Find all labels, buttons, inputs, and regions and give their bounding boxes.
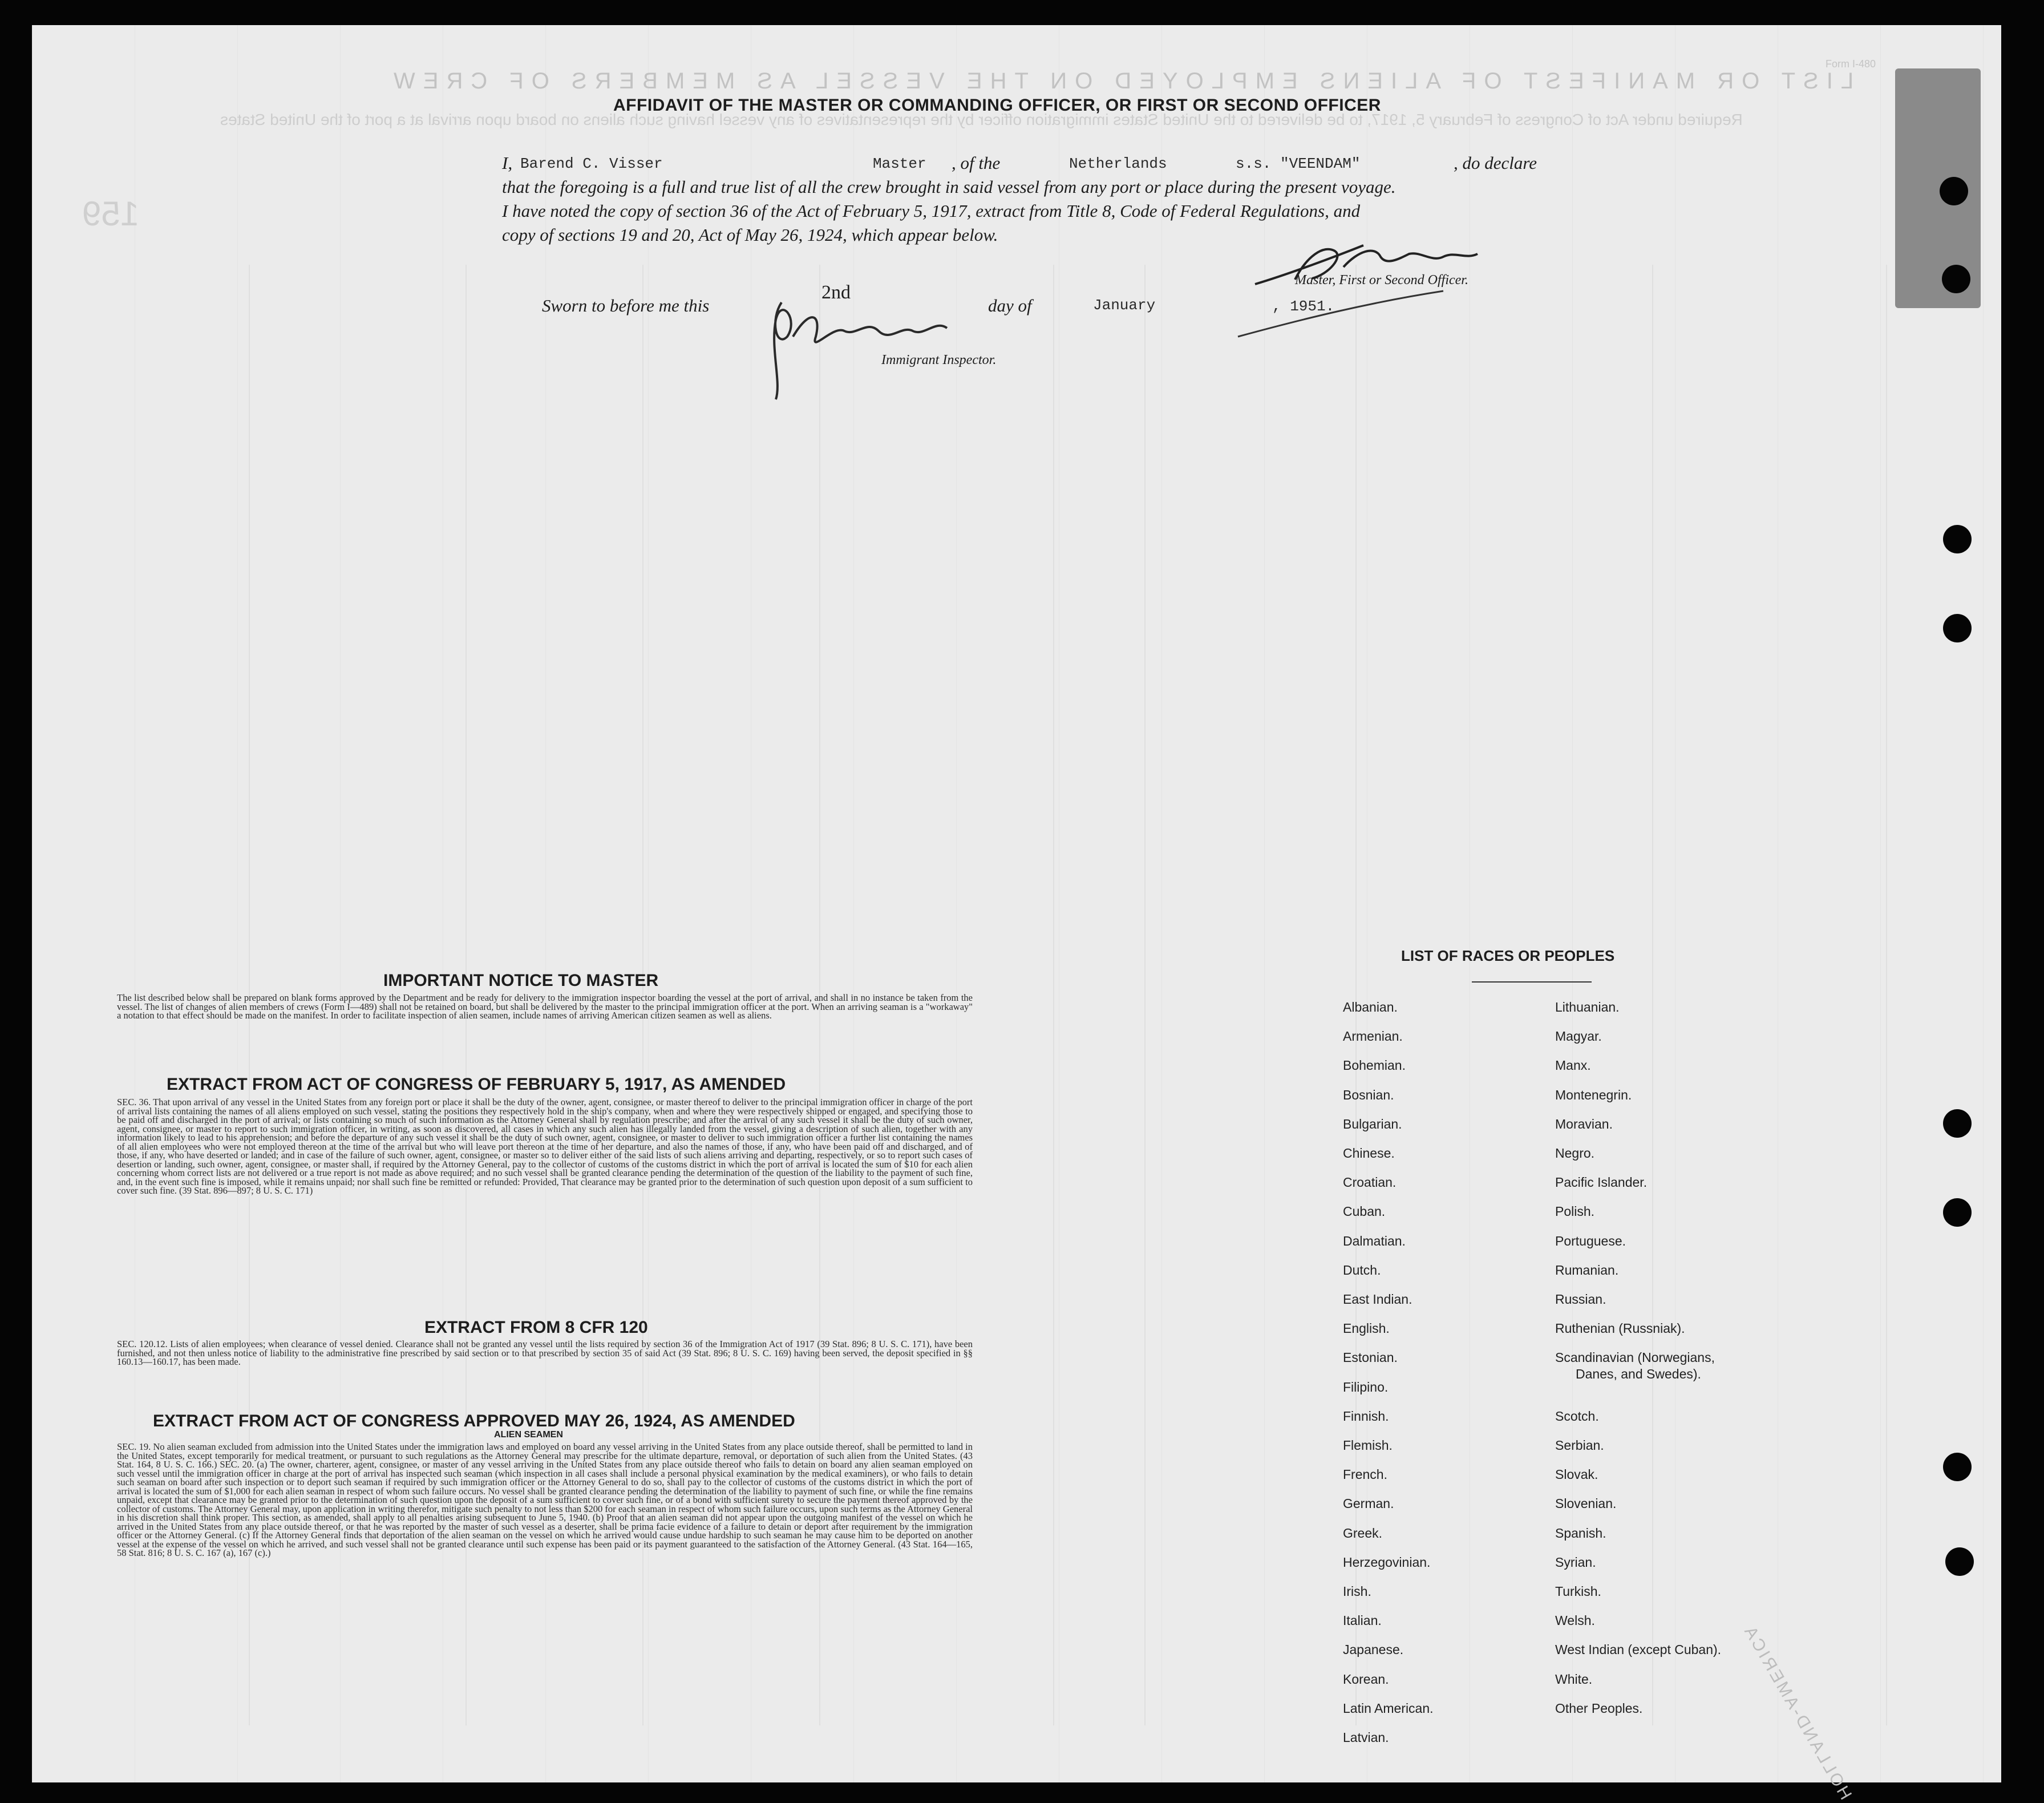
affidavit-line-3: I have noted the copy of section 36 of the Act of February 5, 1917, extract from Title 8, Code of Federal Regulations, and [502, 201, 1361, 221]
races-title-rule [1472, 981, 1592, 983]
master-name: Barend C. Visser [520, 155, 663, 172]
extract-cfr-text: SEC. 120.12. Lists of alien employees; when clearance of vessel denied. Clearance shall not be granted any vessel until the lists required by section 36 of the Immigration Act of 1917 (39 Stat. 896; 8 U. S. C. 171), have been furnished, and not then unless notice of liability to the administrative fine prescribed by said section or to that prescribed by section 35 of said Act (39 Stat. 896; 8 U. S. C. 169) having been served, the deposit specified in §§ 160.13—160.17, has been made. [117, 1339, 973, 1367]
race-item: Scandinavian (Norwegians, [1555, 1350, 1715, 1365]
column-rule [1652, 265, 1653, 1725]
race-item: Spanish. [1555, 1525, 1606, 1541]
column-rule [1053, 265, 1054, 1725]
punch-hole [1945, 1547, 1974, 1576]
race-item: West Indian (except Cuban). [1555, 1642, 1722, 1658]
race-item: Irish. [1343, 1584, 1371, 1599]
sworn-label: Sworn to before me this [542, 296, 710, 316]
race-item: Bulgarian. [1343, 1116, 1402, 1131]
vessel-nationality: Netherlands [1069, 155, 1167, 172]
day-of-label: day of [988, 296, 1032, 316]
punch-hole [1942, 265, 1970, 293]
race-item: Moravian. [1555, 1116, 1613, 1131]
punch-hole [1943, 614, 1972, 642]
race-item: Japanese. [1343, 1642, 1404, 1658]
officer-caption: Master, First or Second Officer. [1295, 273, 1468, 288]
punch-hole [1943, 525, 1972, 553]
race-item: Scotch. [1555, 1408, 1599, 1424]
master-rank: Master [873, 155, 926, 172]
race-item: Other Peoples. [1555, 1700, 1643, 1716]
races-title: LIST OF RACES OR PEOPLES [1401, 947, 1615, 964]
race-item: Russian. [1555, 1292, 1606, 1307]
race-item: Filipino. [1343, 1379, 1389, 1394]
race-item: Slovenian. [1555, 1496, 1617, 1511]
race-item: Croatian. [1343, 1175, 1397, 1190]
race-item: Italian. [1343, 1613, 1382, 1628]
race-item: Korean. [1343, 1671, 1389, 1687]
column-rule [1886, 265, 1887, 1725]
extract-1924-subheading: ALIEN SEAMEN [494, 1430, 563, 1440]
sworn-month: January [1093, 297, 1156, 314]
race-item: German. [1343, 1496, 1394, 1511]
race-item: Ruthenian (Russniak). [1555, 1321, 1685, 1336]
bleedthrough-title: LIST OR MANIFEST OF ALIENS EMPLOYED ON THE VESSEL AS MEMBERS OF CREW [386, 68, 1854, 94]
race-item: Finnish. [1343, 1408, 1389, 1424]
declare-label: , do declare [1454, 153, 1537, 173]
race-item: Manx. [1555, 1058, 1591, 1073]
race-item: Welsh. [1555, 1613, 1595, 1628]
race-item: Estonian. [1343, 1350, 1398, 1365]
column-rule [1144, 265, 1146, 1725]
extract-1917-text: SEC. 36. That upon arrival of any vessel in the United States from any foreign port or place it shall be the duty of the owner, agent, consignee, or master thereof to deliver to the principal immigration officer in charge of the port of arrival lists containing the names of all aliens employed on such vessel, stating the positions they respectively hold in the ship's company, when and where they were respectively shipped or engaged, and specifying those to be paid off and discharged in the port of arrival; or lists containing so much of such information as the Attorney General shall by regulation prescribe; and after the arrival of any such vessel it shall be the duty of such owner, agent, consignee, or master to report to such immigration officer, in writing, as soon as discovered, all cases in which any such alien has illegally landed from the vessel, giving a description of such alien, together with any information likely to lead to his apprehension; and before the departure of any such vessel it shall be the duty of such owner, agent, consignee, or master to deliver to such immigration officer a further list containing the names of all alien employees who were not employed thereon at the time of the arrival but who will leave port thereon at the time of her departure, and also the names of those, if any, who have been paid off and discharged, and of those, if any, who have deserted or landed; and in case of the failure of such owner, agent, consignee, or master so to deliver either of the said lists of such aliens arriving and departing, respectively, or so to report such cases of desertion or landing, such owner, agent, consignee, or master shall, if required by the Attorney General, pay to the collector of customs of the customs district in which the port of arrival is located the sum of $10 for each alien concerning whom correct lists are not delivered or a true report is not made as above required; and no such vessel shall be granted clearance pending the determination of the question of the liability to the payment of such fine, and, in the event such fine is imposed, while it remains unpaid; nor shall such fine be remitted or refunded: Provided, That clearance may be granted prior to the determination of such question upon deposit of a sum sufficient to cover such fine. (39 Stat. 896—897; 8 U. S. C. 171) [117, 1097, 973, 1196]
race-item: Bohemian. [1343, 1058, 1406, 1073]
extract-1917-heading: EXTRACT FROM ACT OF CONGRESS OF FEBRUARY 5, 1917, AS AMENDED [167, 1075, 786, 1094]
race-item: Serbian. [1555, 1438, 1604, 1453]
race-item: Bosnian. [1343, 1087, 1394, 1102]
notice-heading: IMPORTANT NOTICE TO MASTER [383, 971, 659, 990]
race-item: Latin American. [1343, 1700, 1434, 1716]
of-the-label: , of the [952, 153, 1001, 173]
inspector-caption: Immigrant Inspector. [881, 353, 997, 367]
race-item: Danes, and Swedes). [1576, 1366, 1701, 1381]
pen-underline-stroke [1232, 285, 1449, 342]
punch-hole [1943, 1453, 1972, 1481]
bleedthrough-page-number: 159 [82, 195, 140, 233]
extract-cfr-heading: EXTRACT FROM 8 CFR 120 [424, 1318, 648, 1337]
sworn-day: 2nd [821, 282, 851, 303]
race-item: Lithuanian. [1555, 1000, 1620, 1014]
affidavit-line-4: copy of sections 19 and 20, Act of May 26, 1924, which appear below. [502, 225, 998, 245]
affidavit-title: AFFIDAVIT OF THE MASTER OR COMMANDING OFFICER, OR FIRST OR SECOND OFFICER [613, 96, 1381, 115]
race-item: Cuban. [1343, 1204, 1386, 1219]
race-item: Dalmatian. [1343, 1233, 1406, 1248]
sworn-year: , 1951. [1272, 298, 1335, 315]
affidavit-line-2: that the foregoing is a full and true list of all the crew brought in said vessel from any port or place during the present voyage. [502, 177, 1396, 197]
race-item: Latvian. [1343, 1730, 1389, 1745]
extract-1924-heading: EXTRACT FROM ACT OF CONGRESS APPROVED MAY 26, 1924, AS AMENDED [153, 1412, 795, 1430]
race-item: Pacific Islander. [1555, 1175, 1648, 1190]
race-item: Polish. [1555, 1204, 1595, 1219]
race-item: Herzegovinian. [1343, 1554, 1431, 1570]
race-item: Syrian. [1555, 1554, 1596, 1570]
bleedthrough-subtitle: Required under Act of Congress of February 5, 1917, to be delivered to the United States immigration officer by the representatives of any vessel having such aliens on board upon arrival at a port of the United States [220, 111, 1743, 128]
race-item: East Indian. [1343, 1292, 1412, 1307]
race-item: Portuguese. [1555, 1233, 1626, 1248]
race-item: English. [1343, 1321, 1390, 1336]
affidavit-prefix: I, [502, 153, 513, 173]
punch-hole [1943, 1198, 1972, 1227]
bleedthrough-stamp: HOLLAND-AMERICA [1739, 1621, 1856, 1803]
race-item: Negro. [1555, 1146, 1595, 1161]
race-item: Chinese. [1343, 1146, 1395, 1161]
race-item: Greek. [1343, 1525, 1383, 1541]
punch-hole [1943, 1109, 1972, 1138]
race-item: Flemish. [1343, 1438, 1393, 1453]
race-item: Rumanian. [1555, 1262, 1619, 1278]
extract-1924-text: SEC. 19. No alien seaman excluded from admission into the United States under the immigration laws and employed on board any vessel arriving in the United States from any place outside thereof, shall be permitted to land in the United States, except temporarily for medical treatment, or pursuant to such regulations as the Attorney General may prescribe for the ultimate departure, removal, or deportation of such alien from the United States. (43 Stat. 164, 8 U. S. C. 166.) SEC. 20. (a) The owner, charterer, agent, consignee, or master of any vessel arriving in the United States from any place outside thereof who fails to detain on board any alien seaman employed on such vessel until the immigration officer in charge at the port of arrival has inspected such seaman (which inspection in all cases shall include a personal physical examination by the medical examiners), or who fails to detain such seaman on board after such inspection or to deport such seaman if required by such immigration officer or the Attorney General to do so, shall pay to the collector of customs of the customs district in which the port of arrival is located the sum of $1,000 for each alien seaman in respect of whom such failure occurs. No vessel shall be granted clearance pending the determination of the liability to payment of such fine, or while the fine remains unpaid, except that clearance may be granted prior to the determination of such question upon the deposit of a sum sufficient to cover such fine, or of a bond with sufficient surety to secure the payment thereof approved by the collector of customs. The Attorney General may, upon application in writing therefor, mitigate such penalty to not less than $200 for each seaman in respect of whom such failure occurs, upon such terms as the Attorney General in his discretion shall think proper. This section, as amended, shall apply to all penalties arising subsequent to June 5, 1940. (b) Proof that an alien seaman did not appear upon the outgoing manifest of the vessel on which he arrived in the United States from any place outside thereof, or that he was reported by the master of such vessel as a deserter, shall be prima facie evidence of a failure to detain or deport after requirement by the immigration officer or the Attorney General. (c) If the Attorney General finds that deportation of the alien seaman on the vessel on which he arrived would cause undue hardship to such seaman he may cause him to be deported on another vessel at the expense of the vessel on which he arrived, and such vessel shall not be granted clearance until such expense has been paid or its payment guaranteed to the satisfaction of the Attorney General. (43 Stat. 164—165, 58 Stat. 816; 8 U. S. C. 167 (a), 167 (c).) [117, 1441, 973, 1558]
race-item: Magyar. [1555, 1029, 1602, 1044]
race-item: Montenegrin. [1555, 1087, 1632, 1102]
race-item: Slovak. [1555, 1467, 1598, 1482]
race-item: White. [1555, 1671, 1593, 1687]
race-item: Armenian. [1343, 1029, 1403, 1044]
race-item: French. [1343, 1467, 1387, 1482]
race-item: Turkish. [1555, 1584, 1601, 1599]
race-item: Dutch. [1343, 1262, 1381, 1278]
punch-hole [1940, 177, 1968, 205]
race-item: Albanian. [1343, 1000, 1398, 1014]
notice-text: The list described below shall be prepared on blank forms approved by the Department and be ready for delivery to the immigration inspector boarding the vessel at the port of arrival, and shall in no instance be taken from the vessel. The list of changes of alien members of crews (Form I—489) shall not be retained on board, but shall be delivered by the master to the principal immigration officer at the port. When an arriving seaman is a "workaway" a notation to that effect should be made on the manifest. In order to facilitate inspection of alien seamen, include names of arriving American citizen seamen as well as aliens. [117, 992, 973, 1021]
vessel-name: s.s. "VEENDAM" [1236, 155, 1361, 172]
inspector-signature [759, 285, 987, 405]
bleedthrough-form-number: Form I-480 [1825, 58, 1876, 70]
